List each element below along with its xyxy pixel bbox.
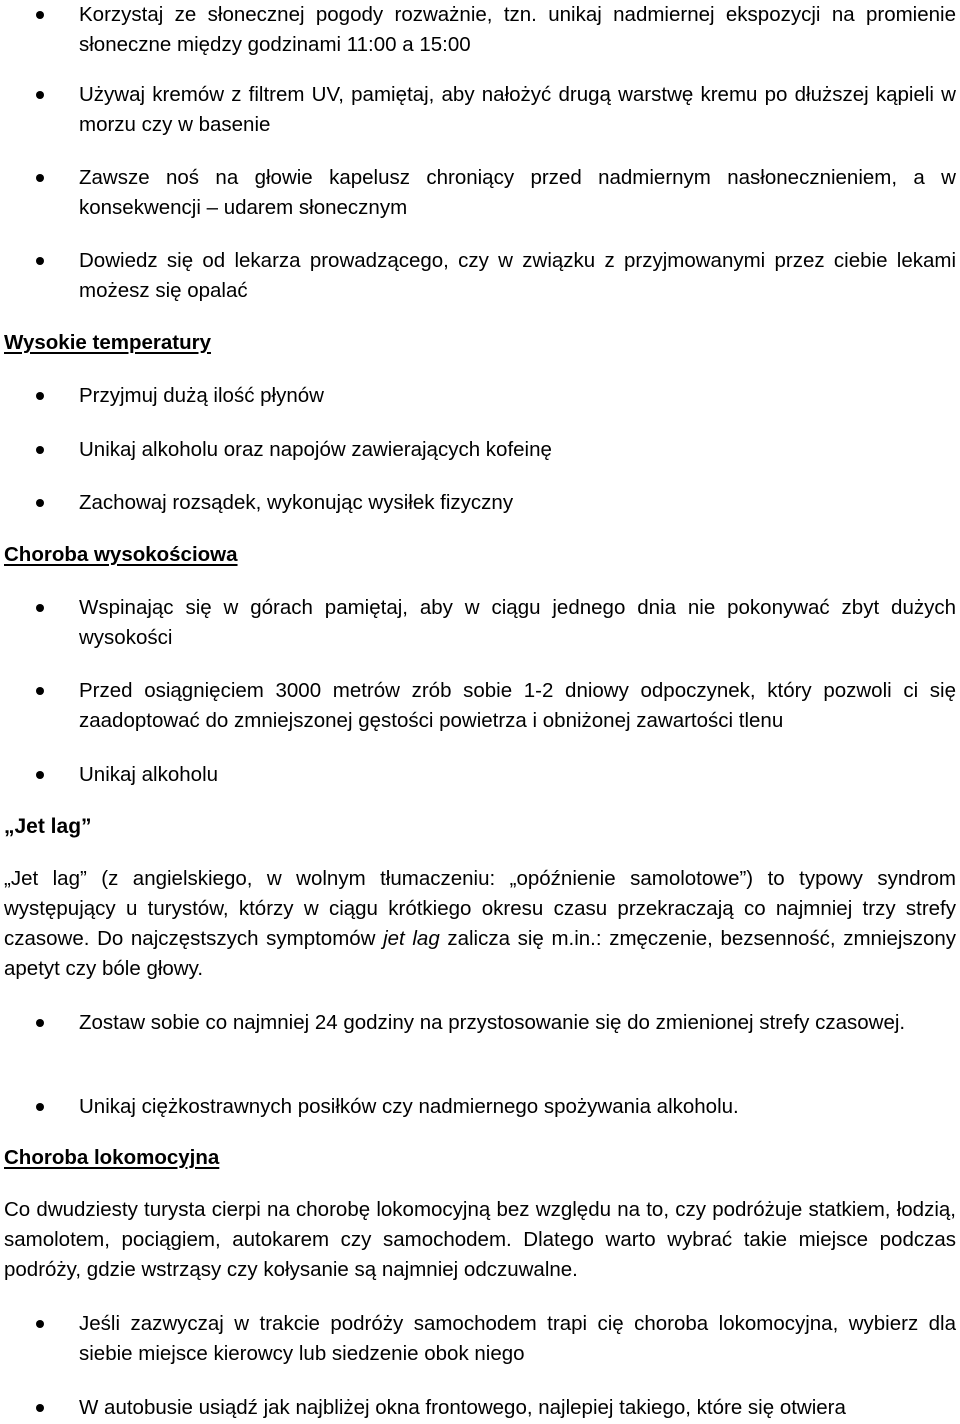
section-heading-jetlag: „Jet lag” [4,815,92,838]
section-heading-heat: Wysokie temperatury [4,331,211,354]
list-item-text: Unikaj alkoholu oraz napojów zawierających kofeinę [79,438,552,461]
list-item [0,246,956,306]
list-item-text: Przyjmuj dużą ilość płynów [79,384,324,407]
list-item-text: Korzystaj ze słonecznej pogody rozważnie, tzn. unikaj nadmiernej ekspozycji na promienie słoneczne między godzinami 11:00 a 15:00 [79,3,956,56]
bullet-icon [36,174,44,182]
list-item-text: W autobusie usiądź jak najbliżej okna frontowego, najlepiej takiego, które się otwiera [79,1396,846,1419]
bullet-icon [36,604,44,612]
paragraph-text: „Jet lag” (z angielskiego, w wolnym tłumaczeniu: „opóźnienie samolotowe”) to typowy syndrom występujący u turystów, którzy w ciągu krótkiego okresu czasu przekraczają co najmniej trzy strefy czasowe. Do najczęstszych symptomów [4,867,956,950]
list-item [0,435,952,465]
list-item [0,488,952,518]
bullet-icon [36,257,44,265]
list-item-text: Jeśli zazwyczaj w trakcie podróży samochodem trapi cię choroba lokomocyjna, wybierz dla siebie miejsce kierowcy lub siedzenie obok niego [79,1312,956,1365]
bullet-icon [36,11,44,19]
bullet-icon [36,1320,44,1328]
bullet-icon [36,1103,44,1111]
bullet-icon [36,499,44,507]
bullet-icon [36,1019,44,1027]
paragraph-text: zalicza się m.in.: zmęczenie, bezsenność, zmniejszony apetyt czy bóle głowy. [4,927,956,980]
bullet-icon [36,91,44,99]
bullet-icon [36,771,44,779]
paragraph-motion: Co dwudziesty turysta cierpi na chorobę lokomocyjną bez względu na to, czy podróżuje statkiem, łodzią, samolotem, pociągiem, autokarem czy samochodem. Dlatego warto wybrać takie miejsce podczas podróży, gdzie wstrząsy czy kołysanie są najmniej odczuwalne. [4,1198,956,1281]
bullet-icon [36,446,44,454]
list-item [0,80,956,140]
list-item [0,381,952,411]
list-item-text: Wspinając się w górach pamiętaj, aby w ciągu jednego dnia nie pokonywać zbyt dużych wysokości [79,596,956,649]
list-item [0,593,956,653]
list-item [0,676,956,736]
list-item-text: Unikaj ciężkostrawnych posiłków czy nadmiernego spożywania alkoholu. [79,1095,739,1118]
list-item-text: Zostaw sobie co najmniej 24 godziny na przystosowanie się do zmienionej strefy czasowej. [79,1011,906,1034]
list-item-text: Używaj kremów z filtrem UV, pamiętaj, aby nałożyć drugą warstwę kremu po dłuższej kąpieli w morzu czy w basenie [79,83,956,136]
list-item-text: Zachowaj rozsądek, wykonując wysiłek fizyczny [79,491,514,514]
bullet-icon [36,392,44,400]
section-heading-motion: Choroba lokomocyjna [4,1146,220,1169]
list-item [0,163,956,223]
bullet-icon [36,687,44,695]
list-item [0,1393,952,1423]
list-item-text: Dowiedz się od lekarza prowadzącego, czy w związku z przyjmowanymi przez ciebie lekami możesz się opalać [79,249,956,302]
list-item [0,1008,952,1038]
list-item-text: Unikaj alkoholu [79,763,219,786]
list-item [0,1309,956,1369]
bullet-icon [36,1404,44,1412]
list-item-text: Zawsze noś na głowie kapelusz chroniący przed nadmiernym nasłonecznieniem, a w konsekwencji – udarem słonecznym [79,166,956,219]
list-item-text: Przed osiągnięciem 3000 metrów zrób sobie 1-2 dniowy odpoczynek, który pozwoli ci się zaadoptować do zmniejszonej gęstości powietrza i obniżonej zawartości tlenu [79,679,956,732]
paragraph-jetlag [4,864,956,984]
list-item [0,1092,952,1122]
list-item [0,760,952,790]
paragraph-italic-term: jet lag [383,927,440,950]
list-item [0,0,956,60]
section-heading-altitude: Choroba wysokościowa [4,543,238,566]
